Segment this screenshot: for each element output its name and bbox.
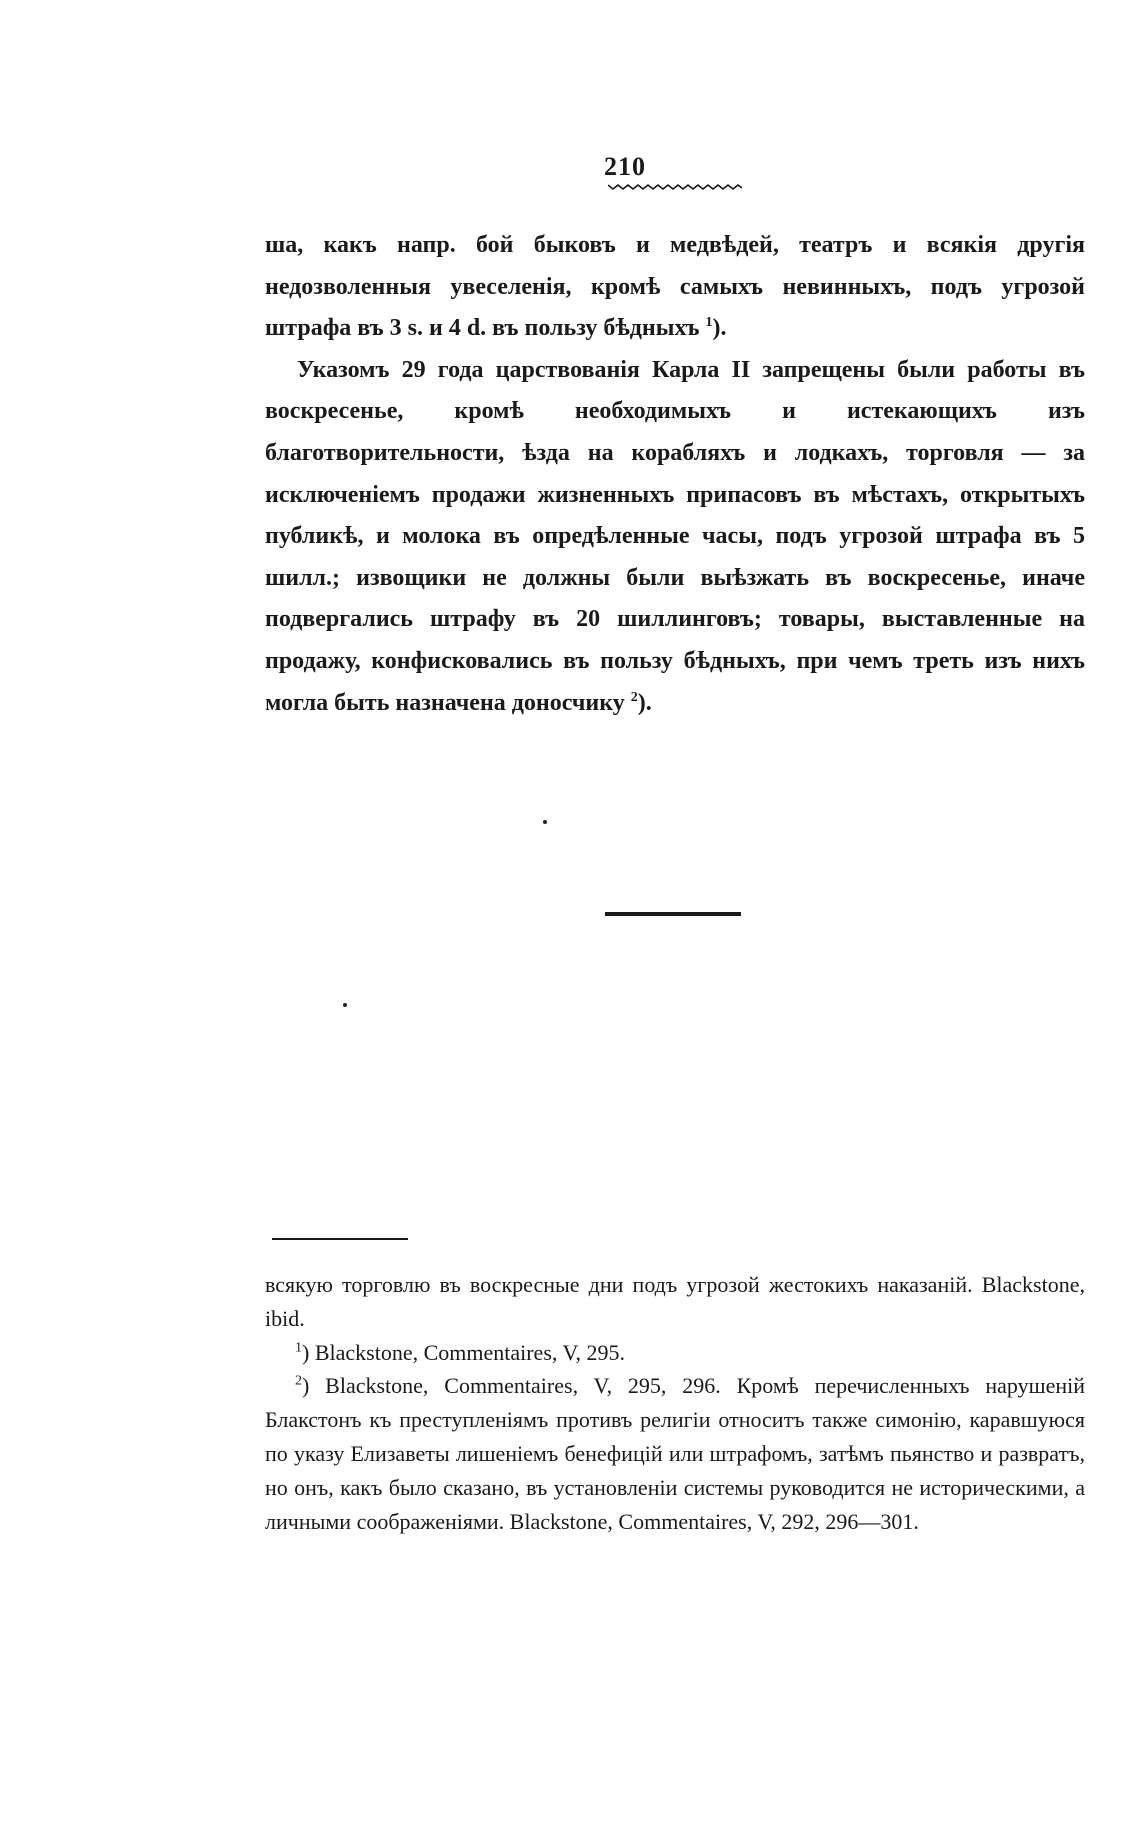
main-paragraph-1-end: ). bbox=[712, 315, 727, 342]
footnote-2 bbox=[265, 1369, 1085, 1538]
footnote-2-text: ) Blackstone, Commentaires, V, 295, 296. Кромѣ перечисленныхъ нарушеній Блакстонъ къ преступленіямъ противъ религіи относитъ также симонію, каравшуюся по указу Елизаветы лишеніемъ бенефицій или штрафомъ, затѣмъ пьянство и развратъ, но онъ, какъ было сказано, въ установленіи системы руководится не историческими, а личными соображеніями. Blackstone, Commentaires, V, 292, 296—301. bbox=[265, 1373, 1085, 1534]
footnote-1 bbox=[265, 1336, 1085, 1370]
footnote-divider bbox=[272, 1238, 408, 1240]
ink-speck bbox=[543, 820, 547, 824]
ink-speck bbox=[343, 1003, 347, 1007]
footnote-2-marker: 2 bbox=[295, 1374, 302, 1390]
footnote-ref-1: 1 bbox=[705, 315, 713, 331]
footnote-1-marker: 1 bbox=[295, 1340, 302, 1356]
section-divider bbox=[605, 912, 741, 916]
main-paragraph-2 bbox=[265, 350, 1085, 724]
footnote-ref-2: 2 bbox=[630, 689, 638, 705]
page-number-ornament bbox=[608, 182, 742, 192]
page-number: 210 bbox=[604, 152, 646, 181]
main-text bbox=[265, 225, 1085, 724]
main-paragraph-2-text: Указомъ 29 года царствованія Карла II запрещены были работы въ воскресенье, кромѣ необходимыхъ и истекающихъ изъ благотворительности, ѣзда на корабляхъ и лодкахъ, торговля — за исключеніемъ продажи жизненныхъ припасовъ въ мѣстахъ, открытыхъ публикѣ, и молока въ опредѣленные часы, подъ угрозой штрафа въ 5 шилл.; извощики не должны были выѣзжать въ воскресенье, иначе подвергались штрафу въ 20 шиллинговъ; товары, выставленные на продажу, конфисковались въ пользу бѣдныхъ, при чемъ треть изъ нихъ могла быть назначена доносчику bbox=[265, 356, 1085, 716]
main-paragraph-1-text: ша, какъ напр. бой быковъ и медвѣдей, театръ и всякія другія недозволенныя увеселенія, кромѣ самыхъ невинныхъ, подъ угрозой штрафа въ 3 s. и 4 d. въ пользу бѣдныхъ bbox=[265, 232, 1085, 342]
footnote-1-text: ) Blackstone, Commentaires, V, 295. bbox=[302, 1339, 626, 1365]
footnotes bbox=[265, 1268, 1085, 1538]
main-paragraph-2-end: ). bbox=[637, 689, 652, 716]
main-paragraph-1 bbox=[265, 225, 1085, 350]
footnote-continuation: всякую торговлю въ воскресные дни подъ угрозой жестокихъ наказаній. Blackstone, ibid. bbox=[265, 1272, 1085, 1331]
